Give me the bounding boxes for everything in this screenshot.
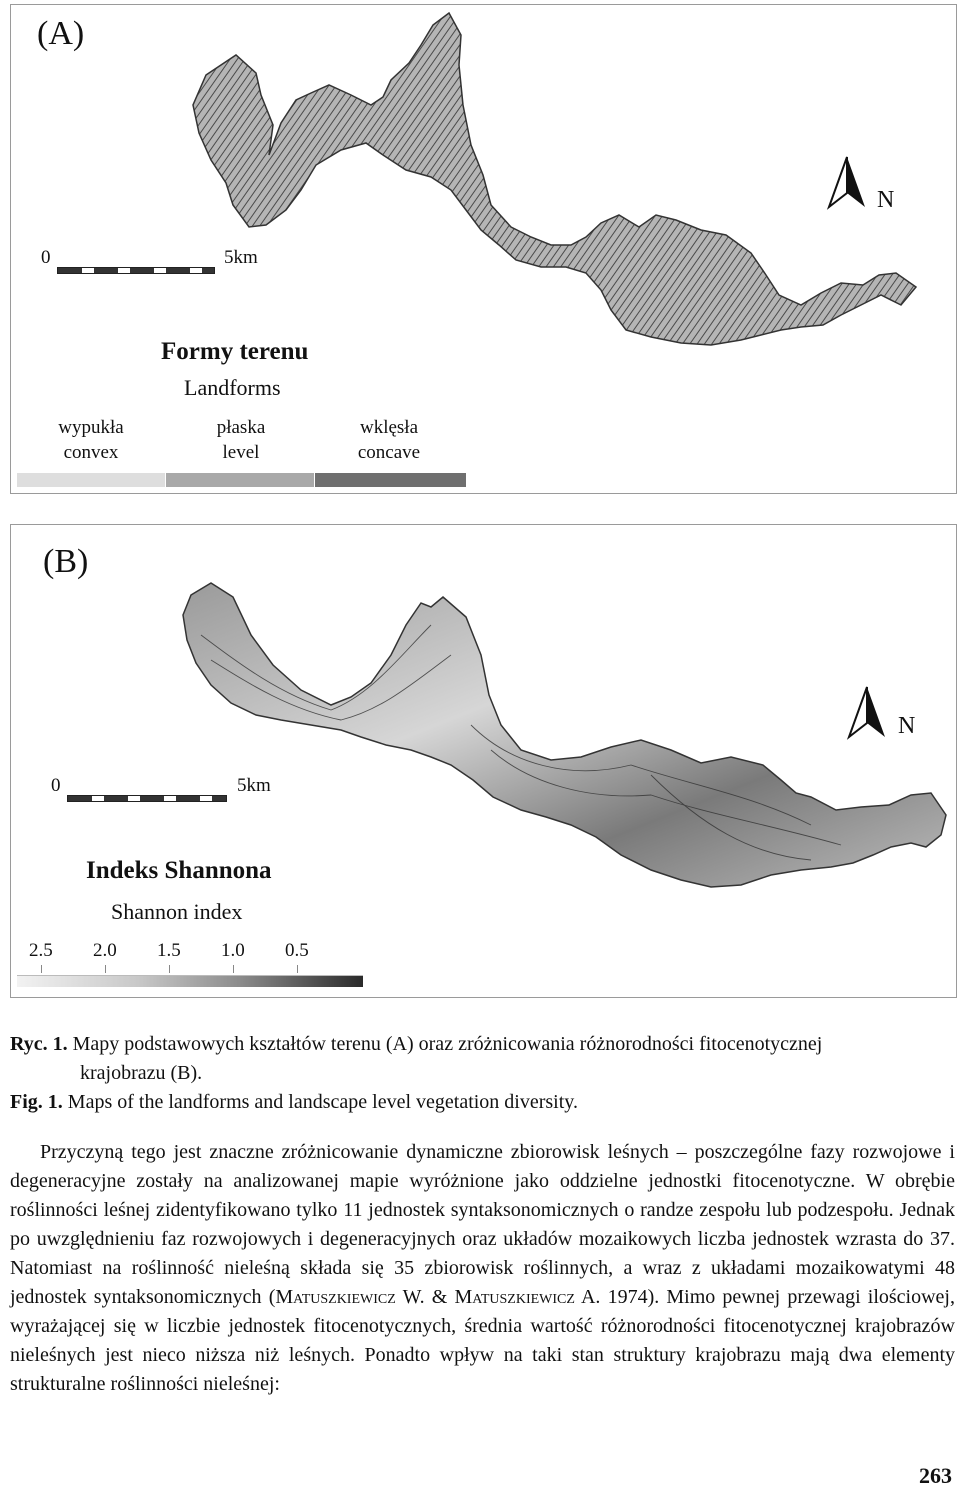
- caption-number-pl: Ryc. 1.: [10, 1033, 68, 1055]
- figure-panel-b: [10, 524, 957, 998]
- legend-class-pl: wklęsła: [359, 417, 419, 438]
- legend-class-convex: [41, 415, 141, 465]
- legend-gradient-bar: [17, 975, 363, 987]
- caption-text-pl: Mapy podstawowych kształtów terenu (A) oraz zróżnicowania różnorodności fitocenotycznej: [72, 1033, 823, 1055]
- legend-tick: 1.0: [221, 940, 245, 961]
- legend-title: Indeks Shannona: [86, 857, 272, 884]
- page-number: 263: [919, 1463, 952, 1488]
- legend-tick-mark: [169, 965, 170, 973]
- scale-start: 0: [41, 247, 51, 268]
- legend-class-pl: płaska: [216, 417, 266, 438]
- body-text-2: W. &: [395, 1286, 455, 1308]
- scale-bar: [57, 267, 215, 274]
- north-arrow-icon: [825, 155, 869, 211]
- legend-tick-mark: [41, 965, 42, 973]
- legend-class-level: [191, 415, 291, 465]
- body-paragraph: [10, 1138, 955, 1399]
- north-arrow-icon: [845, 685, 889, 741]
- legend-subtitle: Shannon index: [111, 899, 243, 924]
- legend-tick-mark: [297, 965, 298, 973]
- north-label: N: [877, 187, 895, 213]
- landforms-map: [11, 5, 956, 493]
- scale-end: 5km: [237, 775, 271, 796]
- body-text-3: A. 1974). Mimo pewnej przewagi ilościowej, wyrażającej się w liczbie jednostek fitocenotycznych, średnia wartość różnorodności fitocenotycznej krajobrazów nieleśnych jest nieco niższa niż leśnych. Ponadto wpływ na taki stan struktury krajobrazu mają dwa elementy strukturalne roślinności nieleśnej:: [10, 1286, 955, 1395]
- caption-text-en: Maps of the landforms and landscape level vegetation diversity.: [67, 1091, 578, 1113]
- legend-tick: 2.5: [29, 940, 53, 961]
- legend-title: Formy terenu: [161, 338, 309, 365]
- legend-tick: 0.5: [285, 940, 309, 961]
- legend-swatch-convex: [17, 473, 165, 487]
- legend-tick-mark: [233, 965, 234, 973]
- figure-panel-a: [10, 4, 957, 494]
- citation-author-2: Matuszkiewicz: [454, 1286, 575, 1308]
- legend-class-concave: [339, 415, 439, 465]
- legend-class-en: level: [222, 442, 260, 463]
- caption-number-en: Fig. 1.: [10, 1091, 63, 1113]
- legend-tick: 2.0: [93, 940, 117, 961]
- legend-class-en: convex: [63, 442, 119, 463]
- legend-class-en: concave: [357, 442, 421, 463]
- caption-text-pl-2: krajobrazu (B).: [80, 1062, 203, 1084]
- panel-b-label: (B): [43, 543, 89, 580]
- north-label: N: [898, 713, 916, 739]
- body-text-1: Przyczyną tego jest znaczne zróżnicowanie dynamiczne zbiorowisk leśnych – poszczególne fazy rozwojowe i degeneracyjne zostały na analizowanej mapie wyróżnione jako oddzielne jednostki fitocenotyczne. W obrębie roślinności leśnej zidentyfikowano tylko 11 jednostek syntaksonomicznych o randze zespołu lub podzespołu. Jednak po uwzględnieniu faz rozwojowych i degeneracyjnych oraz układów mozaikowych liczba jednostek wzrasta do 37. Natomiast na roślinność nieleśną składa się 35 zbiorowisk roślinnych, a wraz z układami mozaikowatymi 48 jednostek syntaksonomicznych (: [10, 1141, 955, 1308]
- panel-a-label: (A): [37, 15, 85, 52]
- shannon-index-map: [11, 525, 956, 997]
- legend-swatch-level: [166, 473, 314, 487]
- figure-caption-pl: [10, 1030, 955, 1088]
- legend-subtitle: Landforms: [184, 375, 281, 400]
- scale-end: 5km: [224, 247, 258, 268]
- legend-swatch-concave: [315, 473, 466, 487]
- legend-tick-mark: [105, 965, 106, 973]
- scale-bar: [67, 795, 227, 802]
- legend-tick: 1.5: [157, 940, 181, 961]
- figure-caption-en: [10, 1088, 955, 1117]
- citation-author-1: Matuszkiewicz: [275, 1286, 396, 1308]
- legend-class-pl: wypukła: [58, 417, 124, 438]
- scale-start: 0: [51, 775, 61, 796]
